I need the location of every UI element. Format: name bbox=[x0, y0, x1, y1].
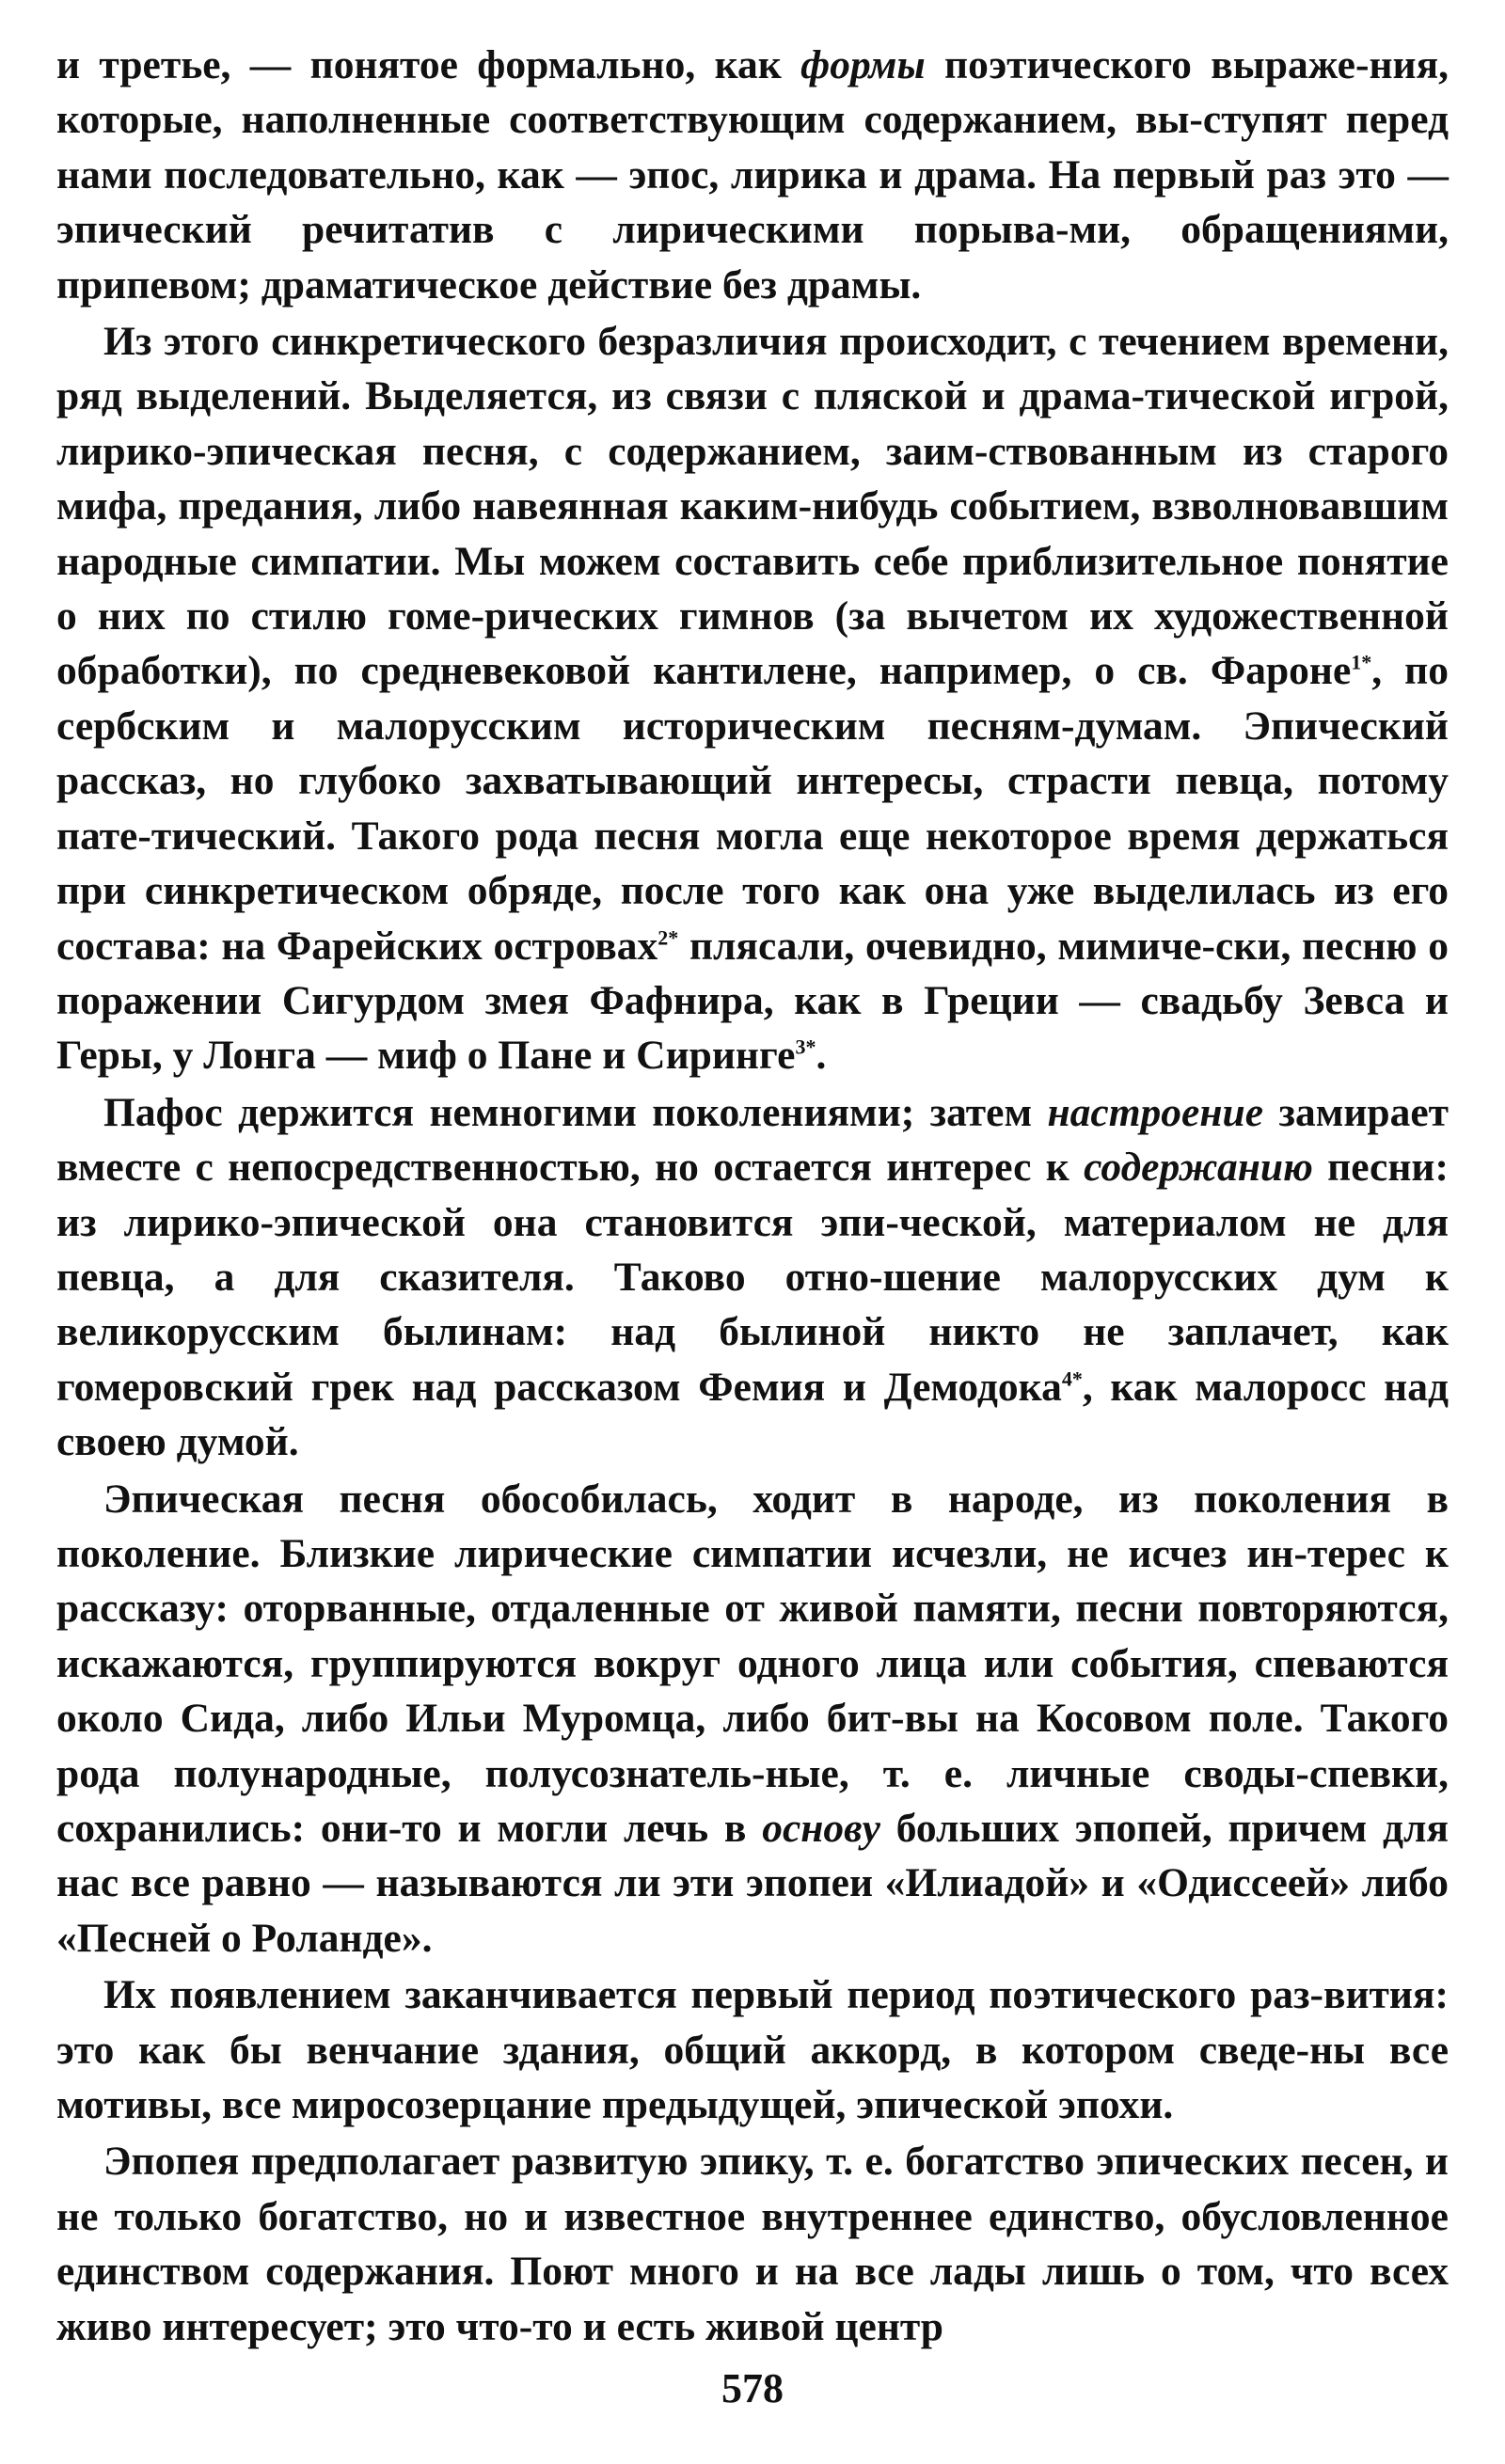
emphasized-text: настроение bbox=[1047, 1089, 1264, 1135]
text-body bbox=[56, 38, 1449, 2354]
paragraph bbox=[56, 38, 1449, 312]
footnote-marker: 1* bbox=[1351, 650, 1372, 674]
text-run: . bbox=[816, 1033, 827, 1079]
page-number: 578 bbox=[721, 2365, 784, 2411]
text-run: Пафос держится немногими поколениями; затем bbox=[103, 1089, 1048, 1135]
text-run: замирает вместе с непосредственностью, но остается интерес к bbox=[56, 1089, 1450, 1191]
text-run: , по сербским и малорусским историческим песням-думам. Эпический рассказ, но глубоко захватывающий интересы, страсти певца, потому пате-тический. Такого рода песня могла еще некоторое время держаться при синкретическом обряде, после того как она уже выделилась из его состава: на Фарейских островах bbox=[56, 648, 1449, 969]
footnote-marker: 2* bbox=[657, 925, 679, 949]
emphasized-text: основу bbox=[762, 1806, 880, 1851]
paragraph bbox=[56, 1472, 1449, 1966]
text-run: Из этого синкретического безразличия происходит, с течением времени, ряд выделений. Выделяется, из связи с пляской и драма-тической игрой, лирико-эпическая песня, с содержанием, заим-ствованным из старого мифа, предания, либо навеянная каким-нибудь событием, взволновавшим народные симпатии. Мы можем составить себе приблизительное понятие о них по стилю гоме-рических гимнов (за вычетом их художественной обработки), по средневековой кантилене, например, о св. Фароне bbox=[56, 319, 1449, 694]
paragraph bbox=[56, 2134, 1449, 2354]
text-run: , как малоросс над своею думой. bbox=[56, 1364, 1449, 1465]
footnote-marker: 3* bbox=[795, 1035, 816, 1059]
book-page bbox=[56, 38, 1449, 2426]
paragraph bbox=[56, 314, 1449, 1083]
text-run: Эпопея предполагает развитую эпику, т. е. богатство эпических песен, и не только богатство, но и известное внутреннее единство, обусловленное единством содержания. Поют много и на все лады лишь о том, что всех живо интересует; это что-то и есть живой центр bbox=[56, 2139, 1449, 2349]
text-run: плясали, очевидно, мимиче-ски, песню о поражении Сигурдом змея Фафнира, как в Греции — свадьбу Зевса и Геры, у Лонга — миф о Пане и Сиринге bbox=[56, 923, 1449, 1079]
text-run: и третье, — понятое формально, как bbox=[56, 42, 801, 87]
text-run: больших эпопей, причем для нас все равно — называются ли эти эпопеи «Илиадой» и «Одиссеей» либо «Песней о Роланде». bbox=[56, 1806, 1449, 1961]
text-run: поэтического выраже-ния, которые, наполненные соответствующим содержанием, вы-ступят перед нами последовательно, как — эпос, лирика и драма. На первый раз это — эпический речитатив с лирическими порыва-ми, обращениями, припевом; драматическое действие без драмы. bbox=[56, 42, 1449, 308]
paragraph bbox=[56, 1085, 1449, 1470]
text-run: песни: из лирико-эпической она становится эпи-ческой, материалом не для певца, а для сказителя. Таково отно-шение малорусских дум к великорусским былинам: над былиной никто не заплачет, как гомеровский грек над рассказом Фемия и Демодока bbox=[56, 1145, 1449, 1410]
text-run: Их появлением заканчивается первый период поэтического раз-вития: это как бы венчание здания, общий аккорд, в котором сведе-ны все мотивы, все миросозерцание предыдущей, эпической эпохи. bbox=[56, 1972, 1449, 2128]
emphasized-text: формы bbox=[800, 42, 926, 87]
footnote-marker: 4* bbox=[1061, 1366, 1083, 1391]
paragraph bbox=[56, 1967, 1449, 2132]
emphasized-text: содержанию bbox=[1084, 1145, 1313, 1191]
text-run: Эпическая песня обособилась, ходит в народе, из поколения в поколение. Близкие лирические симпатии исчезли, не исчез ин-терес к рассказу: оторванные, отдаленные от живой памяти, песни повторяются, искажаются, группируются вокруг одного лица или события, спеваются около Сида, либо Ильи Муромца, либо бит-вы на Косовом поле. Такого рода полународные, полусознатель-ные, т. е. личные своды-спевки, сохранились: они-то и могли лечь в bbox=[56, 1476, 1449, 1851]
